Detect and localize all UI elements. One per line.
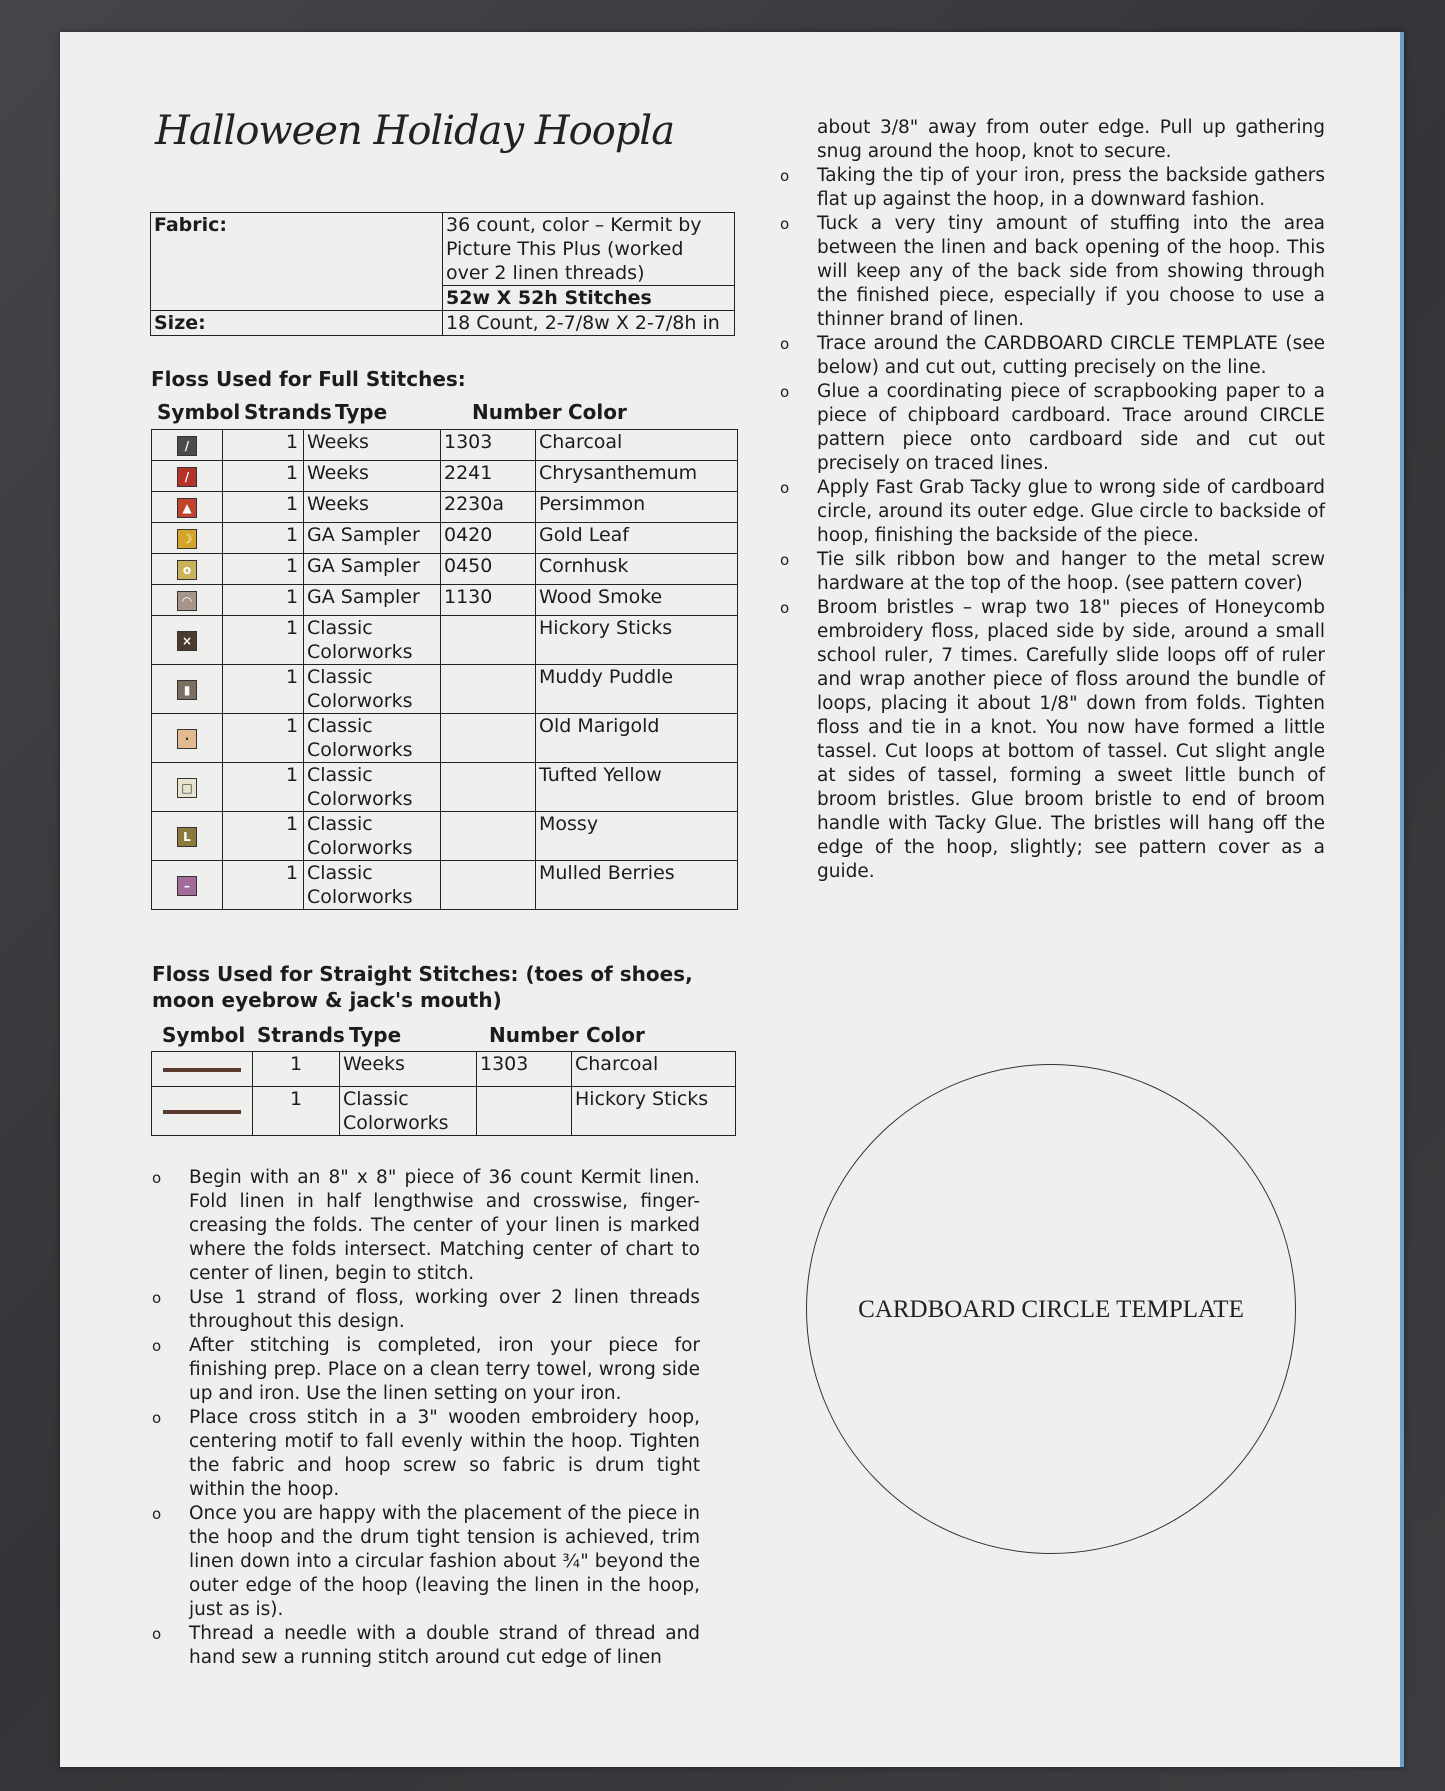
floss-type: GA Sampler bbox=[304, 554, 441, 585]
straight-floss-row bbox=[152, 1052, 736, 1087]
instruction-text: Glue a coordinating piece of scrapbooking paper to a piece of chipboard cardboard. Trace around CIRCLE pattern piece onto cardboard side and cut out precisely on traced lines. bbox=[817, 381, 1325, 474]
instruction-item bbox=[152, 1166, 700, 1286]
bullet-icon: o bbox=[152, 1169, 162, 1187]
bullet-icon: o bbox=[152, 1625, 162, 1643]
straight-symbol-cell bbox=[152, 1052, 253, 1087]
header-type: Type bbox=[335, 400, 388, 424]
floss-row bbox=[152, 861, 738, 910]
floss-color: Charcoal bbox=[536, 430, 738, 461]
instruction-text: Taking the tip of your iron, press the backside gathers flat up against the hoop, in a downward fashion. bbox=[817, 165, 1325, 210]
floss-type: Classic Colorworks bbox=[304, 616, 441, 665]
right-instructions bbox=[780, 116, 1325, 884]
left-instructions bbox=[152, 1166, 700, 1670]
instruction-text: After stitching is completed, iron your piece for finishing prep. Place on a clean terry towel, wrong side up and iron. Use the linen setting on your iron. bbox=[189, 1335, 700, 1404]
instruction-item bbox=[780, 212, 1325, 332]
floss-number bbox=[441, 616, 536, 665]
straight-stitch-line-symbol bbox=[163, 1110, 241, 1114]
floss-number: 1303 bbox=[441, 430, 536, 461]
floss-strands: 1 bbox=[253, 1087, 340, 1136]
instruction-item bbox=[780, 548, 1325, 596]
floss-symbol-cell bbox=[152, 861, 223, 910]
instruction-continuation: about 3/8" away from outer edge. Pull up gathering snug around the hoop, knot to secure. bbox=[817, 117, 1325, 162]
header-number: Number bbox=[489, 1023, 579, 1047]
floss-symbol-swatch: / bbox=[177, 467, 197, 487]
floss-type: Classic Colorworks bbox=[304, 861, 441, 910]
floss-row bbox=[152, 492, 738, 523]
floss-color: Old Marigold bbox=[536, 714, 738, 763]
instruction-text: Broom bristles – wrap two 18" pieces of Honeycomb embroidery floss, placed side by side, around a small school ruler, 7 times. Carefully slide loops off of ruler and wrap another piece of floss around the bundle of loops, placing it about 1/8" down from folds. Tighten floss and tie in a knot. You now have formed a little tassel. Cut loops at bottom of tassel. Cut slight angle at sides of tassel, forming a sweet little bunch of broom bristles. Glue broom bristle to end of broom handle with Tacky Glue. The bristles will hang off the edge of the hoop, slightly; see pattern cover as a guide. bbox=[817, 597, 1325, 882]
bullet-icon: o bbox=[780, 335, 790, 353]
floss-strands: 1 bbox=[223, 812, 304, 861]
floss-color: Hickory Sticks bbox=[572, 1087, 736, 1136]
bullet-icon: o bbox=[152, 1505, 162, 1523]
straight-floss-row bbox=[152, 1087, 736, 1136]
instruction-item bbox=[152, 1502, 700, 1622]
floss-type: Classic Colorworks bbox=[304, 714, 441, 763]
floss-color: Mossy bbox=[536, 812, 738, 861]
floss-strands: 1 bbox=[223, 763, 304, 812]
bullet-icon: o bbox=[780, 215, 790, 233]
floss-type: Classic Colorworks bbox=[304, 763, 441, 812]
instruction-text: Trace around the CARDBOARD CIRCLE TEMPLATE (see below) and cut out, cutting precisely on the line. bbox=[817, 333, 1325, 378]
instruction-item bbox=[780, 164, 1325, 212]
floss-strands: 1 bbox=[223, 714, 304, 763]
floss-symbol-swatch: ▲ bbox=[177, 498, 197, 518]
floss-symbol-cell bbox=[152, 714, 223, 763]
instruction-text: Tie silk ribbon bow and hanger to the metal screw hardware at the top of the hoop. (see pattern cover) bbox=[817, 549, 1325, 594]
floss-symbol-swatch: ▮ bbox=[177, 680, 197, 700]
floss-color: Tufted Yellow bbox=[536, 763, 738, 812]
floss-symbol-cell bbox=[152, 812, 223, 861]
bullet-icon: o bbox=[152, 1409, 162, 1427]
floss-number: 2241 bbox=[441, 461, 536, 492]
floss-type: Classic Colorworks bbox=[340, 1087, 477, 1136]
floss-number: 1303 bbox=[477, 1052, 572, 1087]
floss-number bbox=[477, 1087, 572, 1136]
bullet-icon: o bbox=[780, 551, 790, 569]
floss-type: Classic Colorworks bbox=[304, 812, 441, 861]
bullet-icon: o bbox=[780, 479, 790, 497]
floss-strands: 1 bbox=[223, 492, 304, 523]
floss-type: Weeks bbox=[340, 1052, 477, 1087]
floss-symbol-swatch: – bbox=[177, 876, 197, 896]
floss-color: Hickory Sticks bbox=[536, 616, 738, 665]
header-type: Type bbox=[349, 1023, 402, 1047]
floss-symbol-swatch: L bbox=[177, 827, 197, 847]
header-symbol: Symbol bbox=[157, 400, 241, 424]
floss-row bbox=[152, 461, 738, 492]
floss-color: Charcoal bbox=[572, 1052, 736, 1087]
floss-symbol-swatch: ☽ bbox=[177, 529, 197, 549]
fabric-value: 36 count, color – Kermit by Picture This Plus (worked over 2 linen threads) bbox=[443, 213, 735, 286]
floss-type: GA Sampler bbox=[304, 523, 441, 554]
straight-stitches-table bbox=[151, 1051, 736, 1136]
floss-type: Classic Colorworks bbox=[304, 665, 441, 714]
instruction-text: Place cross stitch in a 3" wooden embroidery hoop, centering motif to fall evenly within the hoop. Tighten the fabric and hoop screw so fabric is drum tight within the hoop. bbox=[189, 1407, 700, 1500]
floss-color: Wood Smoke bbox=[536, 585, 738, 616]
floss-strands: 1 bbox=[223, 861, 304, 910]
floss-number bbox=[441, 812, 536, 861]
instruction-text: Once you are happy with the placement of the piece in the hoop and the drum tight tension is achieved, trim linen down into a circular fashion about ¾" beyond the outer edge of the hoop (leaving the linen in the hoop, just as is). bbox=[189, 1503, 700, 1620]
floss-number bbox=[441, 861, 536, 910]
floss-number: 1130 bbox=[441, 585, 536, 616]
right-instruction-list bbox=[780, 164, 1325, 884]
instruction-item bbox=[152, 1406, 700, 1502]
full-stitches-table bbox=[151, 429, 738, 910]
fabric-row bbox=[151, 213, 735, 286]
straight-stitches-heading: Floss Used for Straight Stitches: (toes of shoes, moon eyebrow & jack's mouth) bbox=[152, 962, 693, 1012]
floss-symbol-swatch: □ bbox=[177, 778, 197, 798]
full-stitches-header bbox=[157, 400, 737, 426]
floss-symbol-swatch: ◠ bbox=[177, 591, 197, 611]
floss-strands: 1 bbox=[223, 616, 304, 665]
circle-template-label: CARDBOARD CIRCLE TEMPLATE bbox=[858, 1296, 1244, 1323]
floss-symbol-cell bbox=[152, 616, 223, 665]
header-strands: Strands bbox=[257, 1023, 345, 1047]
instruction-item bbox=[780, 596, 1325, 884]
instruction-text: Thread a needle with a double strand of thread and hand sew a running stitch around cut edge of linen bbox=[189, 1623, 700, 1668]
header-color: Color bbox=[586, 1023, 645, 1047]
floss-strands: 1 bbox=[223, 585, 304, 616]
instruction-item bbox=[152, 1286, 700, 1334]
floss-color: Persimmon bbox=[536, 492, 738, 523]
floss-symbol-cell bbox=[152, 430, 223, 461]
floss-row bbox=[152, 812, 738, 861]
instruction-text: Apply Fast Grab Tacky glue to wrong side of cardboard circle, around its outer edge. Glue circle to backside of hoop, finishing the backside of the piece. bbox=[817, 477, 1325, 546]
floss-number: 2230a bbox=[441, 492, 536, 523]
floss-strands: 1 bbox=[223, 554, 304, 585]
floss-row bbox=[152, 714, 738, 763]
header-symbol: Symbol bbox=[162, 1023, 246, 1047]
header-strands: Strands bbox=[244, 400, 332, 424]
bullet-icon: o bbox=[152, 1289, 162, 1307]
instruction-item bbox=[152, 1622, 700, 1670]
full-stitches-heading: Floss Used for Full Stitches: bbox=[151, 367, 466, 391]
floss-row bbox=[152, 523, 738, 554]
floss-strands: 1 bbox=[223, 461, 304, 492]
floss-color: Mulled Berries bbox=[536, 861, 738, 910]
floss-type: GA Sampler bbox=[304, 585, 441, 616]
size-row bbox=[151, 311, 735, 336]
floss-color: Cornhusk bbox=[536, 554, 738, 585]
floss-symbol-cell bbox=[152, 665, 223, 714]
instruction-text: Tuck a very tiny amount of stuffing into the area between the linen and back opening of the hoop. This will keep any of the back side from showing through the finished piece, especially if you choose to use a thinner brand of linen. bbox=[817, 213, 1325, 330]
floss-strands: 1 bbox=[223, 430, 304, 461]
floss-type: Weeks bbox=[304, 461, 441, 492]
floss-row bbox=[152, 554, 738, 585]
floss-symbol-cell bbox=[152, 763, 223, 812]
floss-strands: 1 bbox=[253, 1052, 340, 1087]
instruction-item bbox=[780, 380, 1325, 476]
floss-number bbox=[441, 763, 536, 812]
floss-number: 0420 bbox=[441, 523, 536, 554]
floss-color: Chrysanthemum bbox=[536, 461, 738, 492]
floss-symbol-swatch: × bbox=[177, 631, 197, 651]
size-value: 18 Count, 2-7/8w X 2-7/8h in bbox=[443, 311, 735, 336]
floss-strands: 1 bbox=[223, 665, 304, 714]
pattern-title: Halloween Holiday Hoopla bbox=[155, 108, 675, 154]
floss-symbol-swatch: o bbox=[177, 560, 197, 580]
straight-symbol-cell bbox=[152, 1087, 253, 1136]
bullet-icon: o bbox=[780, 599, 790, 617]
instruction-text: Begin with an 8" x 8" piece of 36 count Kermit linen. Fold linen in half lengthwise and crosswise, finger-creasing the folds. The center of your linen is marked where the folds intersect. Matching center of chart to center of linen, begin to stitch. bbox=[189, 1167, 700, 1284]
floss-symbol-cell bbox=[152, 523, 223, 554]
fabric-label: Fabric: bbox=[151, 213, 443, 311]
straight-stitch-line-symbol bbox=[163, 1068, 241, 1072]
bullet-icon: o bbox=[780, 383, 790, 401]
floss-number bbox=[441, 665, 536, 714]
header-color: Color bbox=[568, 400, 627, 424]
bullet-icon: o bbox=[780, 167, 790, 185]
floss-row bbox=[152, 665, 738, 714]
instruction-item bbox=[780, 332, 1325, 380]
floss-symbol-swatch: / bbox=[177, 436, 197, 456]
floss-row bbox=[152, 763, 738, 812]
floss-row bbox=[152, 616, 738, 665]
stitch-count: 52w X 52h Stitches bbox=[443, 286, 735, 311]
floss-color: Muddy Puddle bbox=[536, 665, 738, 714]
instruction-item bbox=[780, 476, 1325, 548]
header-number: Number bbox=[472, 400, 562, 424]
fabric-table bbox=[150, 212, 735, 336]
floss-symbol-cell bbox=[152, 492, 223, 523]
floss-number: 0450 bbox=[441, 554, 536, 585]
floss-type: Weeks bbox=[304, 430, 441, 461]
floss-row bbox=[152, 430, 738, 461]
straight-stitches-header bbox=[162, 1023, 742, 1049]
floss-color: Gold Leaf bbox=[536, 523, 738, 554]
bullet-icon: o bbox=[152, 1337, 162, 1355]
floss-row bbox=[152, 585, 738, 616]
floss-symbol-swatch: · bbox=[177, 729, 197, 749]
floss-symbol-cell bbox=[152, 461, 223, 492]
floss-symbol-cell bbox=[152, 554, 223, 585]
floss-symbol-cell bbox=[152, 585, 223, 616]
size-label: Size: bbox=[151, 311, 443, 336]
instruction-item bbox=[152, 1334, 700, 1406]
floss-strands: 1 bbox=[223, 523, 304, 554]
floss-type: Weeks bbox=[304, 492, 441, 523]
instruction-text: Use 1 strand of floss, working over 2 linen threads throughout this design. bbox=[189, 1287, 700, 1332]
floss-number bbox=[441, 714, 536, 763]
